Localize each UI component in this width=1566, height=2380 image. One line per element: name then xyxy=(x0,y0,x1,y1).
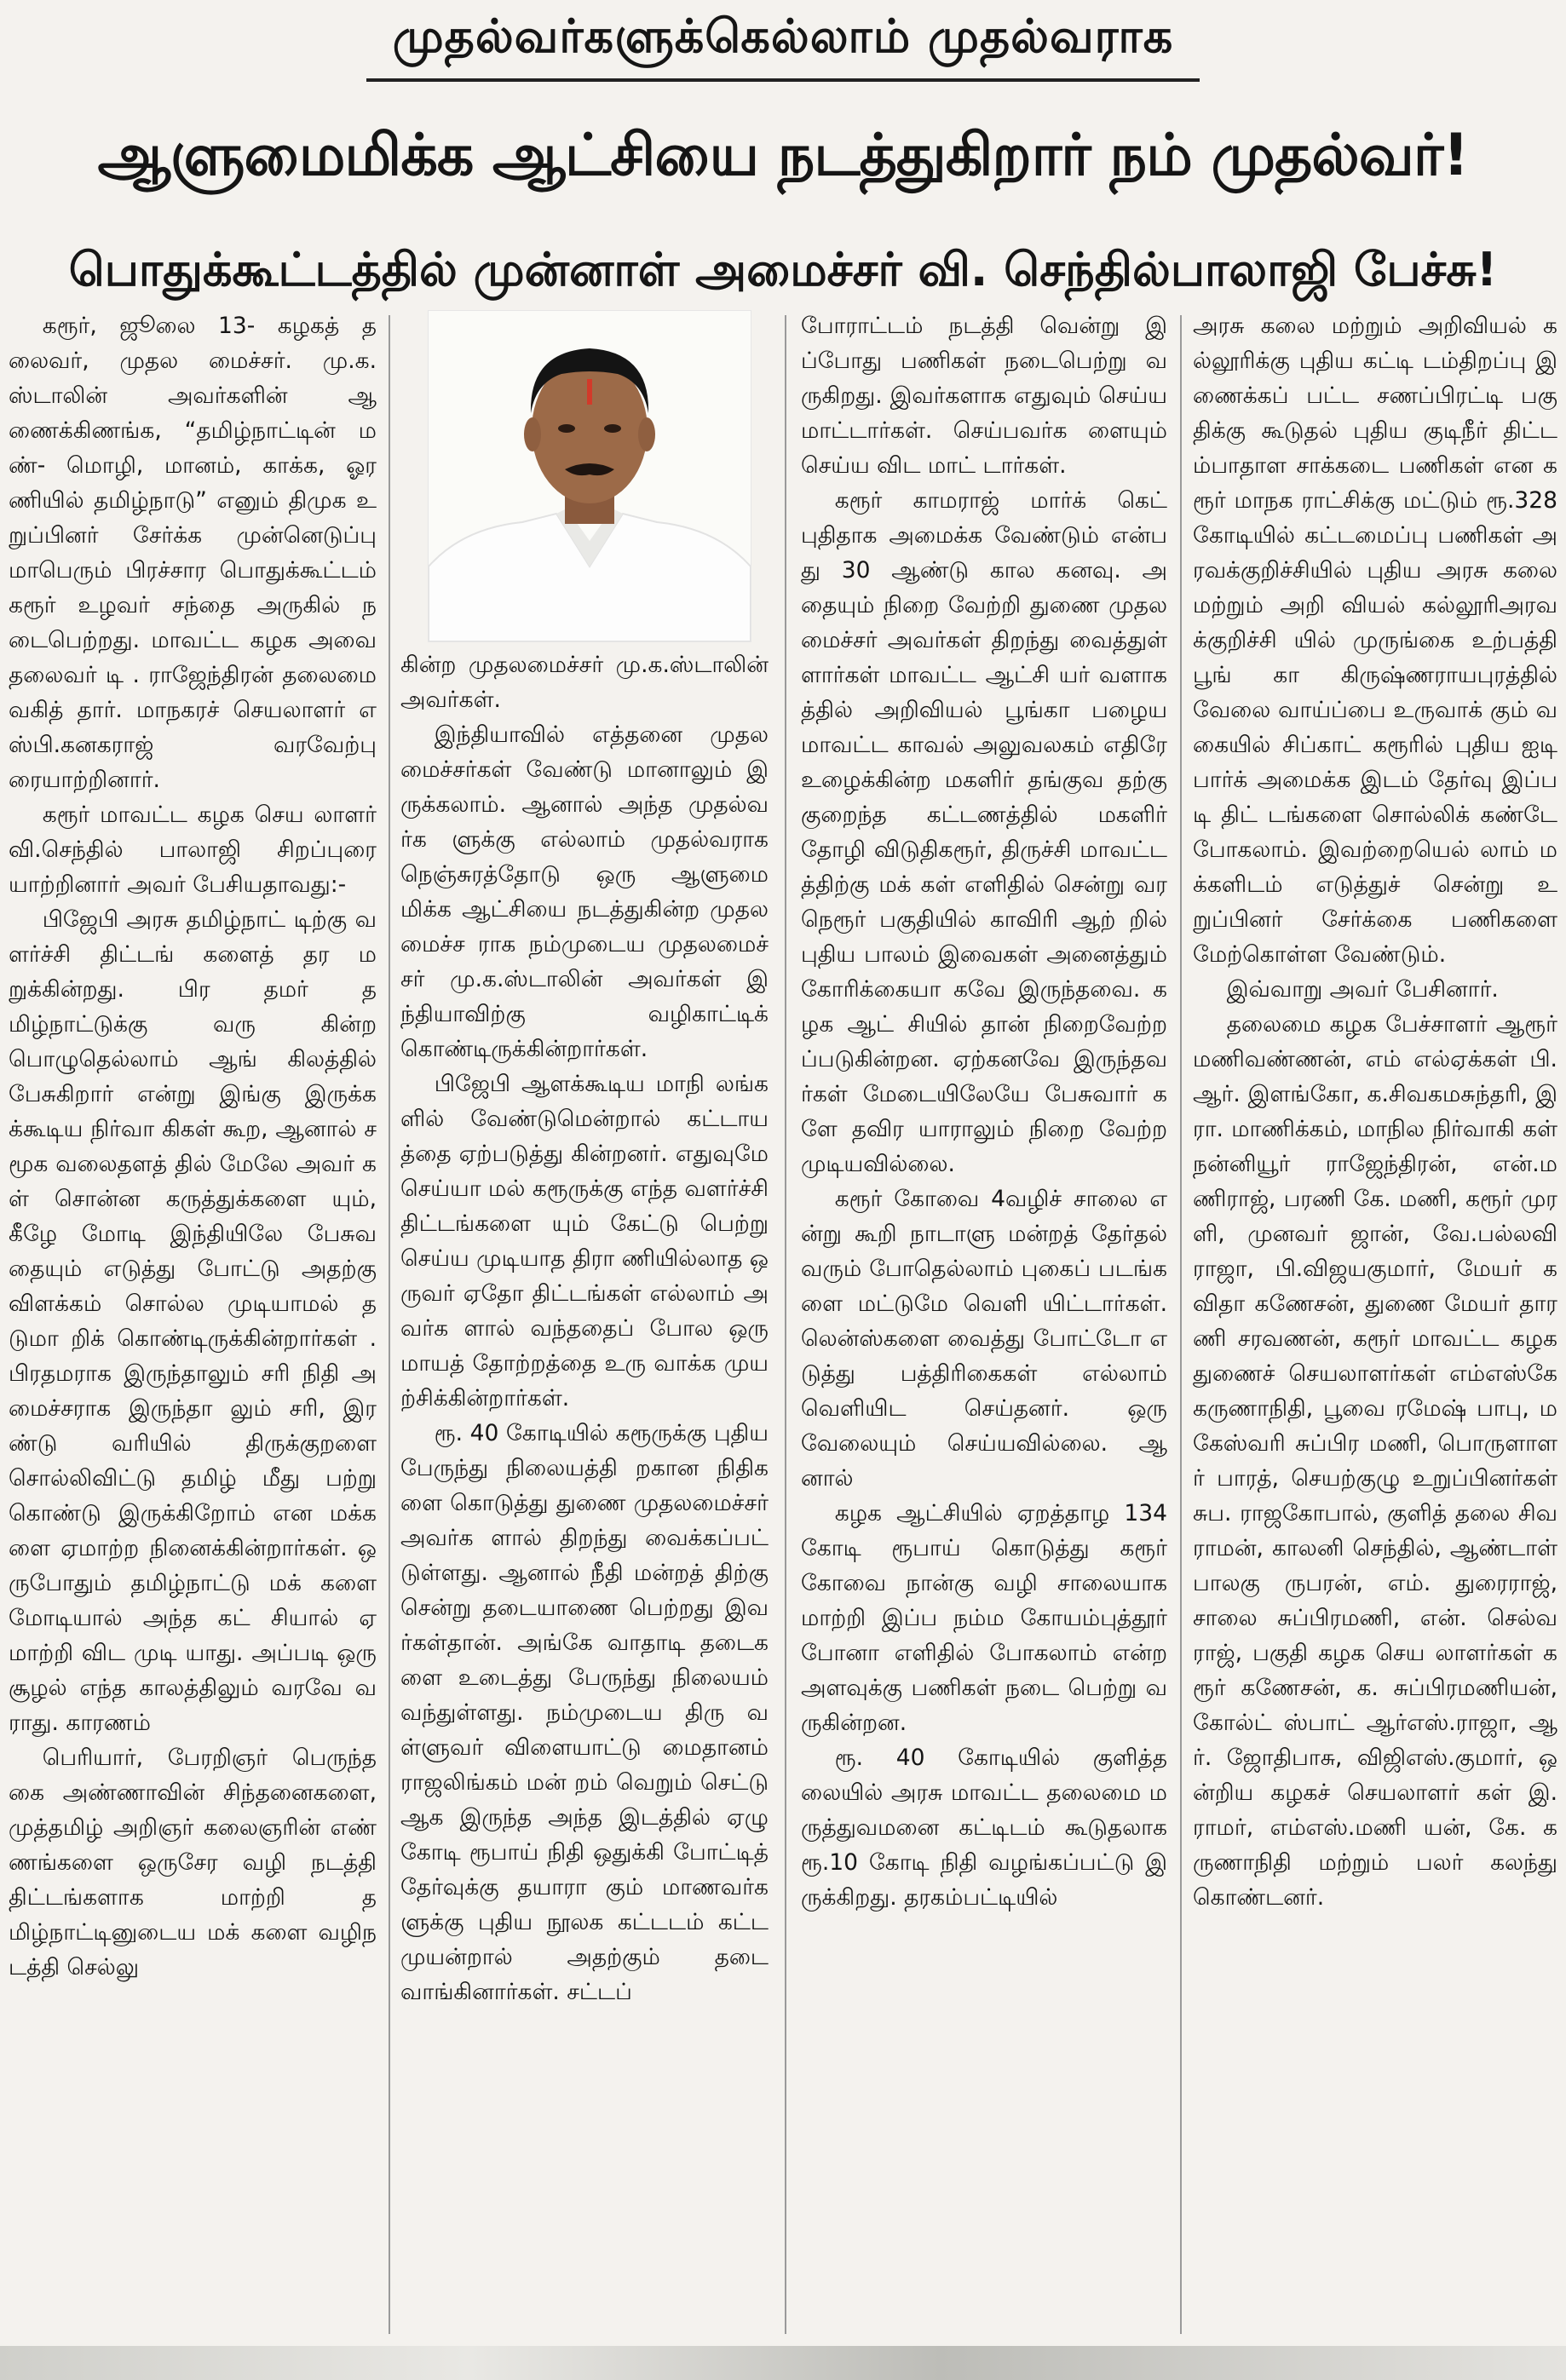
column-divider xyxy=(1180,315,1182,2334)
paragraph: ரூ. 40 கோடியில் குளித்த லையில் அரசு மாவட்ட தலைமை மருத்துவமனை கட்டிடம் கூடுதலாக ரூ.10 கோடி நிதி வழங்கப்பட்டு இருக்கிறது. தரகம்பட்டியில் xyxy=(801,1745,1167,1911)
paragraph: கரூர், ஜூலை 13- கழகத் தலைவர், முதல மைச்சர். மு.க.ஸ்டாலின் அவர்களின் ஆணைக்கிணங்க, “தமிழ்நாட்டின் மண்- மொழி, மானம், காக்க, ஓர ணியில் தமிழ்நாடு” எனும் திமுக உறுப்பினர் சேர்க்க முன்னெடுப்பு மாபெரும் பிரச்சார பொதுக்கூட்டம் கரூர் உழவர் சந்தை அருகில் நடைபெற்றது. மாவட்ட கழக அவை தலைவர் டி . ராஜேந்திரன் தலைமை வகித் தார். மாநகரச் செயலாளர் எஸ்பி.கனகராஜ் வரவேற்பு ரையாற்றினார். xyxy=(9,313,377,793)
paragraph: அரசு கலை மற்றும் அறிவியல் கல்லூரிக்கு புதிய கட்டி டம்திறப்பு இணைக்கப் பட்ட சணப்பிரட்டி பகு திக்கு கூடுதல் புதிய குடிநீர் திட்டம்பாதாள சாக்கடை பணிகள் என கரூர் மாநக ராட்சிக்கு மட்டும் ரூ.328 கோடியில் கட்டமைப்பு பணிகள் அரவக்குறிச்சியில் புதிய அரசு கலை மற்றும் அறி வியல் கல்லூரிஅரவக்குறிச்சி யில் முருங்கை உற்பத்தி பூங் கா கிருஷ்ணராயபுரத்தில் வேலை வாய்ப்பை உருவாக் கும் வகையில் சிப்காட் கரூரில் புதிய ஐடி பார்க் அமைக்க இடம் தேர்வு இப்படி திட் டங்களை சொல்லிக் கண்டே போகலாம். இவற்றையெல் லாம் மக்களிடம் எடுத்துச் சென்று உறுப்பினர் சேர்க்கை பணிகளை மேற்கொள்ள வேண்டும். xyxy=(1193,313,1557,968)
paragraph: கரூர் காமராஜ் மார்க் கெட் புதிதாக அமைக்க வேண்டும் என்பது 30 ஆண்டு கால கனவு. அதையும் நிறை வேற்றி துணை முதலமைச்சர் அவர்கள் திறந்து வைத்துள் ளார்கள் மாவட்ட ஆட்சி யர் வளாகத்தில் அறிவியல் பூங்கா பழைய மாவட்ட காவல் அலுவலகம் எதிரே உழைக்கின்ற மகளிர் தங்குவ தற்கு குறைந்த கட்டணத்தில் மகளிர் தோழி விடுதிகரூர், திருச்சி மாவட்டத்திற்கு மக் கள் எளிதில் சென்று வர நெரூர் பகுதியில் காவிரி ஆற் றில் புதிய பாலம் இவைகள் அனைத்தும் கோரிக்கையா கவே இருந்தவை. கழக ஆட் சியில் தான் நிறைவேற்றப்படுகின்றன. ஏற்கனவே இருந்தவர்கள் மேடையிலேயே பேசுவார் களே தவிர யாராலும் நிறை வேற்ற முடியவில்லை. xyxy=(801,487,1167,1177)
column-divider xyxy=(785,315,786,2334)
paragraph: தலைமை கழக பேச்சாளர் ஆரூர் மணிவண்ணன், எம் எல்ஏக்கள் பி.ஆர். இளங்கோ, க.சிவகமசுந்தரி, இரா. மாணிக்கம், மாநில நிர்வாகி கள் நன்னியூர் ராஜேந்திரன், என்.மணிராஜ், பரணி கே. மணி, கரூர் முரளி, முனவர் ஜான், வே.பல்லவி ராஜா, பி.விஜயகுமார், மேயர் கவிதா கணேசன், துணை மேயர் தாரணி சரவணன், கரூர் மாவட்ட கழக துணைச் செயலாளர்கள் எம்எஸ்கே கருணாநிதி, பூவை ரமேஷ் பாபு, மகேஸ்வரி சுப்பிர மணி, பொருளாளர் பாரத், செயற்குழு உறுப்பினர்கள் சுப. ராஜகோபால், குளித் தலை சிவராமன், காலனி செந்தில், ஆண்டாள் பாலகு ருபரன், எம். துரைராஜ், சாலை சுப்பிரமணி, என். செல்வராஜ், பகுதி கழக செய லாளர்கள் கரூர் கணேசன், க. சுப்பிரமணியன், கோல்ட் ஸ்பாட் ஆர்எஸ்.ராஜா, ஆர். ஜோதிபாசு, விஜிஎஸ்.குமார், ஒன்றிய கழகச் செயலாளர் கள் இ.ராமர், எம்எஸ்.மணி யன், கே. கருணாநிதி மற்றும் பலர் கலந்து கொண்டனர். xyxy=(1193,1011,1557,1911)
paragraph: போராட்டம் நடத்தி வென்று இப்போது பணிகள் நடைபெற்று வருகிறது. இவர்களாக எதுவும் செய்ய மாட்டார்கள். செய்பவர்க ளையும் செய்ய விட மாட் டார்கள். xyxy=(801,313,1167,479)
column-2 xyxy=(400,647,769,2343)
headline: ஆளுமைமிக்க ஆட்சியை நடத்துகிறார் நம் முதல்வர்! xyxy=(97,122,1469,189)
subheadline: பொதுக்கூட்டத்தில் முன்னாள் அமைச்சர் வி. செந்தில்பாலாஜி பேச்சு! xyxy=(68,243,1498,296)
paragraph: கரூர் கோவை 4வழிச் சாலை என்று கூறி நாடாளு மன்றத் தேர்தல் வரும் போதெல்லாம் புகைப் படங்களை மட்டுமே வெளி யிட்டார்கள். லென்ஸ்களை வைத்து போட்டோ எடுத்து பத்திரிகைகள் எல்லாம் வெளியிட செய்தனர். ஒரு வேலையும் செய்யவில்லை. ஆனால் xyxy=(801,1186,1167,1492)
paragraph: பெரியார், பேரறிஞர் பெருந்தகை அண்ணாவின் சிந்தனைகளை, முத்தமிழ் அறிஞர் கலைஞரின் எண் ணங்களை ஒருசேர வழி நடத்தி திட்டங்களாக மாற்றி தமிழ்நாட்டினுடைய மக் களை வழிநடத்தி செல்லு xyxy=(9,1745,377,1980)
column-4 xyxy=(1193,308,1557,2343)
portrait-photo-icon xyxy=(429,311,751,641)
column-1 xyxy=(9,308,377,2343)
portrait-photo xyxy=(428,310,751,642)
kicker-title: முதல்வர்களுக்கெல்லாம் முதல்வராக xyxy=(392,9,1174,63)
paragraph: இவ்வாறு அவர் பேசினார். xyxy=(1226,976,1499,1003)
paragraph: கின்ற முதலமைச்சர் மு.க.ஸ்டாலின் அவர்கள். xyxy=(400,652,769,713)
column-divider xyxy=(389,315,390,2334)
paragraph: இந்தியாவில் எத்தனை முதலமைச்சர்கள் வேண்டு மானாலும் இருக்கலாம். ஆனால் அந்த முதல்வர்க ளுக்கு எல்லாம் முதல்வராக நெஞ்சுரத்தோடு ஒரு ஆளுமை மிக்க ஆட்சியை நடத்துகின்ற முதலமைச்ச ராக நம்முடைய முதலமைச் சர் மு.க.ஸ்டாலின் அவர்கள் இந்தியாவிற்கு வழிகாட்டிக் கொண்டிருக்கின்றார்கள். xyxy=(400,721,769,1062)
paragraph: கழக ஆட்சியில் ஏறத்தாழ 134 கோடி ரூபாய் கொடுத்து கரூர் கோவை நான்கு வழி சாலையாக மாற்றி இப்ப நம்ம கோயம்புத்தூர் போனா எளிதில் போகலாம் என்ற அளவுக்கு பணிகள் நடை பெற்று வருகின்றன. xyxy=(801,1500,1167,1736)
bottom-photo-strip xyxy=(0,2346,1566,2380)
paragraph: பிஜேபி ஆளக்கூடிய மாநி லங்களில் வேண்டுமென்றால் கட்டாயத்தை ஏற்படுத்து கின்றனர். எதுவுமே செய்யா மல் கரூருக்கு எந்த வளர்ச்சி திட்டங்களை யும் கேட்டு பெற்று செய்ய முடியாத திரா ணியில்லாத ஒருவர் ஏதோ திட்டங்கள் எல்லாம் அவர்க ளால் வந்ததைப் போல ஒரு மாயத் தோற்றத்தை உரு வாக்க முயற்சிக்கின்றார்கள். xyxy=(400,1071,769,1411)
paragraph: பிஜேபி அரசு தமிழ்நாட் டிற்கு வளர்ச்சி திட்டங் களைத் தர மறுக்கின்றது. பிர தமர் தமிழ்நாட்டுக்கு வரு கின்ற பொழுதெல்லாம் ஆங் கிலத்தில் பேசுகிறார் என்று இங்கு இருக்கக்கூடிய நிர்வா கிகள் கூற, ஆனால் சமூக வலைதளத் தில் மேலே அவர் கள் சொன்ன கருத்துக்களை யும், கீழே மோடி இந்தியிலே பேசுவதையும் எடுத்து போட்டு அதற்கு விளக்கம் சொல்ல முடியாமல் தடுமா றிக் கொண்டிருக்கின்றார்கள் . பிரதமராக இருந்தாலும் சரி நிதி அமைச்சராக இருந்தா லும் சரி, இரண்டு வரியில் திருக்குறளை சொல்லிவிட்டு தமிழ் மீது பற்று கொண்டு இருக்கிறோம் என மக்களை ஏமாற்ற நினைக்கின்றார்கள். ஒருபோதும் தமிழ்நாட்டு மக் களை மோடியால் அந்த கட் சியால் ஏமாற்றி விட முடி யாது. அப்படி ஒரு சூழல் எந்த காலத்திலும் வரவே வராது. காரணம் xyxy=(9,906,377,1736)
kicker-underline xyxy=(366,78,1200,82)
paragraph: ரூ. 40 கோடியில் கரூருக்கு புதிய பேருந்து நிலையத்தி றகான நிதிகளை கொடுத்து துணை முதலமைச்சர் அவர்க ளால் திறந்து வைக்கப்பட் டுள்ளது. ஆனால் நீதி மன்றத் திற்கு சென்று தடையாணை பெற்றது இவர்கள்தான். அங்கே வாதாடி தடைகளை உடைத்து பேருந்து நிலையம் வந்துள்ளது. நம்முடைய திரு வள்ளுவர் விளையாட்டு மைதானம் ராஜலிங்கம் மன் றம் வெறும் செட்டு ஆக இருந்த அந்த இடத்தில் ஏழு கோடி ரூபாய் நிதி ஒதுக்கி போட்டித் தேர்வுக்கு தயாரா கும் மாணவர்களுக்கு புதிய நூலக கட்டடம் கட்ட முயன்றால் அதற்கும் தடை வாங்கினார்கள். சட்டப் xyxy=(400,1420,769,2005)
column-3 xyxy=(801,308,1167,2343)
paragraph: கரூர் மாவட்ட கழக செய லாளர் வி.செந்தில் பாலாஜி சிறப்புரை யாற்றினார் அவர் பேசியதாவது:- xyxy=(9,802,377,898)
